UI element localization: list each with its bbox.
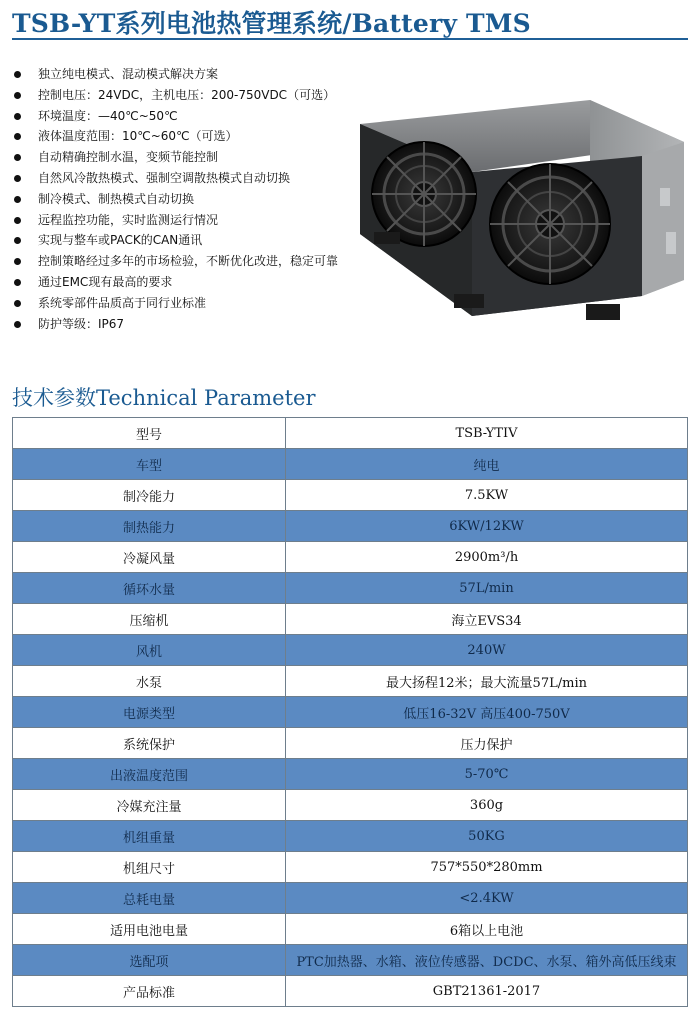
feature-text: 液体温度范围：10℃~60℃（可选） (38, 129, 238, 144)
table-row (13, 821, 688, 852)
spec-label: 电源类型 (13, 697, 286, 728)
feature-item (14, 106, 338, 127)
spec-label: 型号 (13, 418, 286, 449)
page-title: TSB-YT系列电池热管理系统/Battery TMS (12, 9, 531, 38)
bullet-icon (14, 175, 21, 182)
bullet-icon (14, 321, 21, 328)
spec-value: 7.5KW (286, 480, 688, 511)
table-row (13, 418, 688, 449)
table-row (13, 573, 688, 604)
table-row (13, 666, 688, 697)
spec-label: 制冷能力 (13, 480, 286, 511)
table-row (13, 542, 688, 573)
spec-value: 360g (286, 790, 688, 821)
spec-label: 适用电池电量 (13, 914, 286, 945)
feature-item (14, 314, 338, 335)
title-divider (12, 38, 688, 40)
feature-text: 防护等级：IP67 (38, 316, 125, 331)
spec-label: 产品标准 (13, 976, 286, 1007)
spec-value: PTC加热器、水箱、液位传感器、DCDC、水泵、箱外高低压线束 (286, 945, 688, 976)
table-row (13, 759, 688, 790)
spec-value: <2.4KW (286, 883, 688, 914)
feature-item (14, 210, 338, 231)
table-row (13, 976, 688, 1007)
feature-item (14, 64, 338, 85)
spec-value: 2900m³/h (286, 542, 688, 573)
feature-item (14, 230, 338, 251)
feature-text: 自动精确控制水温，变频节能控制 (38, 150, 219, 165)
bullet-icon (14, 279, 21, 286)
spec-label: 冷媒充注量 (13, 790, 286, 821)
feature-text: 制冷模式、制热模式自动切换 (38, 191, 195, 206)
bullet-icon (14, 300, 21, 307)
fan-right-icon (490, 164, 610, 284)
feature-item (14, 189, 338, 210)
spec-label: 机组尺寸 (13, 852, 286, 883)
spec-label: 制热能力 (13, 511, 286, 542)
table-row (13, 635, 688, 666)
table-row (13, 697, 688, 728)
feature-text: 远程监控功能，实时监测运行情况 (38, 212, 219, 227)
spec-value: 6箱以上电池 (286, 914, 688, 945)
spec-label: 风机 (13, 635, 286, 666)
section-title: 技术参数Technical Parameter (12, 386, 316, 410)
spec-label: 机组重量 (13, 821, 286, 852)
feature-item (14, 272, 338, 293)
spec-value: TSB-YTIV (286, 418, 688, 449)
spec-value: 海立EVS34 (286, 604, 688, 635)
feature-text: 系统零部件品质高于同行业标准 (38, 295, 207, 310)
spec-label: 水泵 (13, 666, 286, 697)
feature-item (14, 168, 338, 189)
spec-label: 出液温度范围 (13, 759, 286, 790)
feature-text: 实现与整车或PACK的CAN通讯 (38, 233, 203, 248)
spec-value: 6KW/12KW (286, 511, 688, 542)
feature-text: 控制策略经过多年的市场检验，不断优化改进，稳定可靠 (38, 254, 339, 269)
spec-label: 选配项 (13, 945, 286, 976)
spec-label: 压缩机 (13, 604, 286, 635)
spec-value: 最大扬程12米；最大流量57L/min (286, 666, 688, 697)
feature-text: 通过EMC现有最高的要求 (38, 274, 173, 289)
feature-text: 自然风冷散热模式、强制空调散热模式自动切换 (38, 170, 291, 185)
table-row (13, 728, 688, 759)
spec-value: 压力保护 (286, 728, 688, 759)
table-row (13, 945, 688, 976)
feature-text: 独立纯电模式、混动模式解决方案 (38, 67, 219, 81)
feature-item (14, 85, 338, 106)
table-row (13, 449, 688, 480)
table-row (13, 511, 688, 542)
feature-item (14, 147, 338, 168)
fan-left-icon (372, 142, 476, 246)
bullet-icon (14, 133, 21, 140)
bullet-icon (14, 258, 21, 265)
table-row (13, 604, 688, 635)
spec-value: 纯电 (286, 449, 688, 480)
bullet-icon (14, 237, 21, 244)
spec-value: 50KG (286, 821, 688, 852)
feature-item (14, 126, 338, 147)
feature-text: 环境温度：—40℃~50℃ (38, 108, 178, 123)
bullet-icon (14, 196, 21, 203)
spec-label: 总耗电量 (13, 883, 286, 914)
feature-item (14, 293, 338, 314)
spec-label: 冷凝风量 (13, 542, 286, 573)
product-image (354, 84, 688, 334)
spec-value: GBT21361-2017 (286, 976, 688, 1007)
bullet-icon (14, 92, 21, 99)
spec-value: 240W (286, 635, 688, 666)
table-row (13, 480, 688, 511)
spec-table (12, 417, 688, 1007)
bullet-icon (14, 154, 21, 161)
bullet-icon (14, 113, 21, 120)
table-row (13, 852, 688, 883)
table-row (13, 914, 688, 945)
spec-value: 757*550*280mm (286, 852, 688, 883)
bullet-icon (14, 71, 21, 78)
feature-list (14, 64, 338, 334)
feature-text: 控制电压：24VDC，主机电压：200-750VDC（可选） (38, 87, 336, 102)
spec-value: 5-70℃ (286, 759, 688, 790)
table-row (13, 883, 688, 914)
spec-label: 车型 (13, 449, 286, 480)
table-row (13, 790, 688, 821)
spec-value: 57L/min (286, 573, 688, 604)
spec-label: 系统保护 (13, 728, 286, 759)
bullet-icon (14, 217, 21, 224)
feature-item (14, 251, 338, 272)
spec-value: 低压16-32V 高压400-750V (286, 697, 688, 728)
spec-label: 循环水量 (13, 573, 286, 604)
